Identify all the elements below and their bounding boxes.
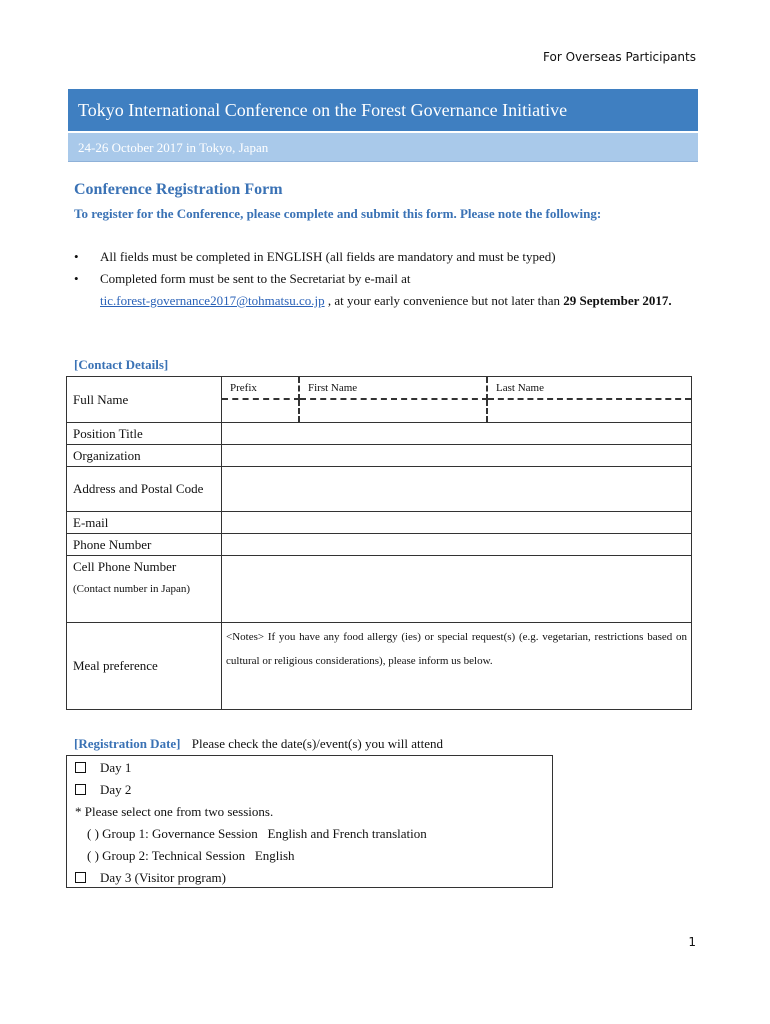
day1-label: Day 1: [100, 760, 132, 775]
cell-phone-label: [67, 556, 222, 623]
deadline-text: 29 September 2017.: [563, 293, 672, 308]
address-label-text: Address and Postal Code: [73, 481, 204, 496]
checkbox-icon[interactable]: [75, 872, 86, 883]
registration-instruction: Please check the date(s)/event(s) you will attend: [191, 736, 443, 751]
last-name-input[interactable]: [488, 400, 691, 422]
full-name-fields: [222, 377, 692, 423]
day2-option[interactable]: [75, 782, 131, 798]
conference-title-banner: Tokyo International Conference on the Forest Governance Initiative: [68, 89, 698, 131]
instruction-submit-lead: Completed form must be sent to the Secretariat by e-mail at: [100, 271, 411, 286]
cell-phone-note: (Contact number in Japan): [73, 583, 190, 595]
instruction-item: [74, 268, 696, 312]
organization-label: Organization: [67, 445, 222, 467]
full-name-label: Full Name: [67, 377, 222, 423]
bullet-icon: •: [74, 271, 79, 286]
bullet-icon: •: [74, 249, 79, 264]
organization-input[interactable]: [222, 445, 692, 467]
address-input[interactable]: [222, 467, 692, 512]
form-intro: To register for the Conference, please complete and submit this form. Please note the following:: [74, 206, 602, 221]
prefix-label: Prefix: [222, 377, 300, 400]
email-input[interactable]: [222, 512, 692, 534]
cell-phone-label-text: Cell Phone Number: [73, 559, 177, 574]
day3-label: Day 3 (Visitor program): [100, 870, 226, 885]
registration-section-title: [Registration Date]: [74, 736, 181, 751]
registration-section-label: [74, 736, 443, 752]
email-label: E-mail: [67, 512, 222, 534]
prefix-input[interactable]: [222, 400, 300, 422]
group2-option[interactable]: ( ) Group 2: Technical Session English: [87, 848, 295, 863]
meal-preference-label: Meal preference: [67, 623, 222, 710]
checkbox-icon[interactable]: [75, 762, 86, 773]
instruction-item: [74, 246, 696, 268]
audience-label: For Overseas Participants: [543, 50, 696, 64]
position-title-label: Position Title: [67, 423, 222, 445]
contact-details-table: [66, 376, 692, 710]
instruction-submit-tail: , at your early convenience but not later than: [324, 293, 564, 308]
registration-date-box: [66, 755, 553, 888]
instructions-list: [74, 246, 696, 312]
day2-label: Day 2: [100, 782, 132, 797]
day3-option[interactable]: [75, 870, 226, 886]
first-name-label: First Name: [300, 377, 488, 400]
day1-option[interactable]: [75, 760, 131, 776]
group1-option[interactable]: ( ) Group 1: Governance Session English and French translation: [87, 826, 427, 841]
checkbox-icon[interactable]: [75, 784, 86, 795]
phone-input[interactable]: [222, 534, 692, 556]
instruction-english: All fields must be completed in ENGLISH (all fields are mandatory and must be typed): [100, 249, 556, 264]
page-number: 1: [688, 935, 696, 949]
position-title-input[interactable]: [222, 423, 692, 445]
last-name-label: Last Name: [488, 377, 691, 400]
session-note: * Please select one from two sessions.: [75, 804, 274, 819]
conference-date-banner: 24-26 October 2017 in Tokyo, Japan: [68, 133, 698, 162]
secretariat-email-link[interactable]: tic.forest-governance2017@tohmatsu.co.jp: [100, 293, 325, 308]
first-name-input[interactable]: [300, 400, 488, 422]
address-label: [67, 467, 222, 512]
contact-section-label: [Contact Details]: [74, 357, 169, 372]
cell-phone-input[interactable]: [222, 556, 692, 623]
phone-label: Phone Number: [67, 534, 222, 556]
form-title: Conference Registration Form: [74, 181, 283, 198]
meal-preference-input[interactable]: [222, 623, 692, 710]
meal-notes-text: <Notes> If you have any food allergy (ies) or special request(s) (e.g. vegetarian, restrictions based on cultural or religious considerations), please inform us below.: [226, 631, 687, 667]
